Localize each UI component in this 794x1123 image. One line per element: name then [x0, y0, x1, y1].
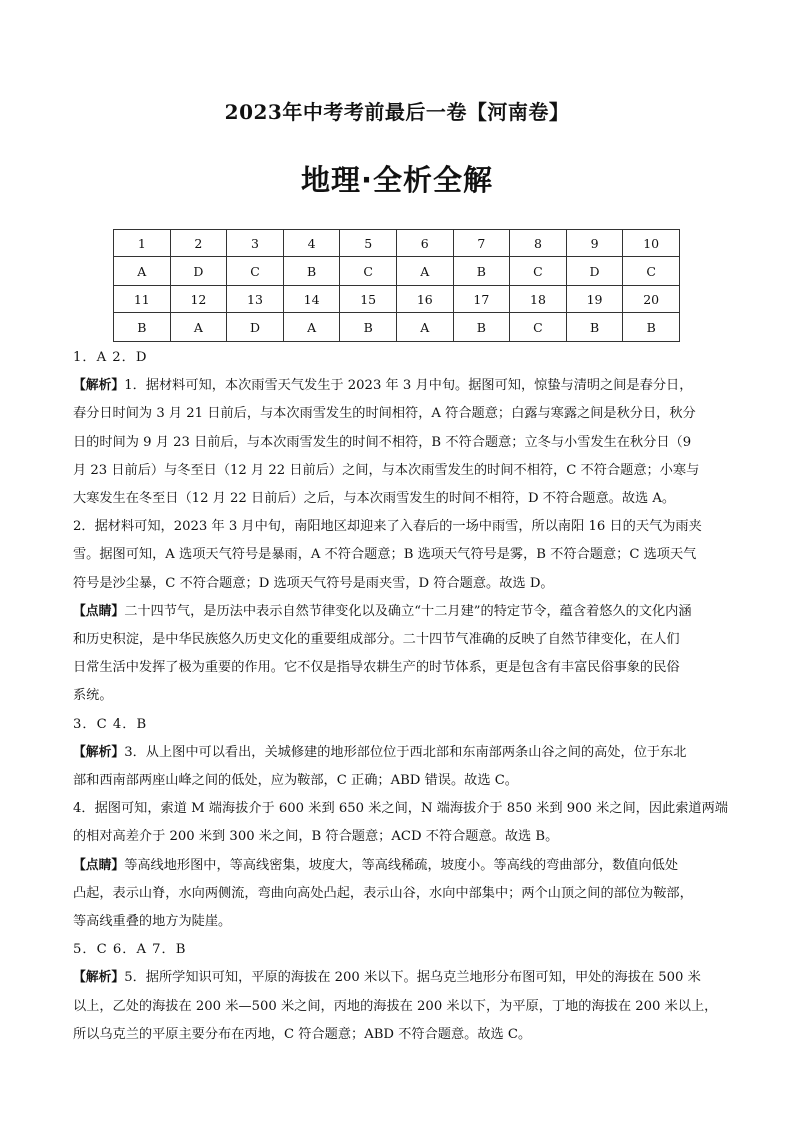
table-cell: A [170, 313, 227, 342]
paragraph-line [73, 372, 733, 400]
paragraph-line: 2．据材料可知，2023 年 3 月中旬，南阳地区却迎来了入春后的一场中雨雪，所以南阳 16 日的天气为雨夹 [73, 519, 702, 535]
table-cell: 20 [623, 286, 680, 313]
paragraph-line: 等高线重叠的地方为陡崖。 [73, 914, 232, 930]
text-line: 5．据所学知识可知，平原的海拔在 200 米以下。据乌克兰地形分布图可知，甲处的海拔在 500 米 [124, 970, 701, 986]
table-cell: 15 [340, 286, 397, 313]
table-cell: 5 [340, 230, 397, 257]
analysis-tag: 【解析】 [73, 970, 125, 986]
answer-table [113, 229, 680, 342]
table-cell: B [453, 313, 510, 342]
table-cell: B [114, 313, 171, 342]
text-line: 3．从上图中可以看出，关城修建的地形部位位于西北部和东南部两条山谷之间的高处，位于东北 [124, 744, 687, 760]
paragraph-line: 的相对高差介于 200 米到 300 米之间，B 符合题意；ACD 不符合题意。故选 B。 [73, 829, 559, 845]
tip-tag: 【点睛】 [73, 857, 125, 873]
table-cell: 6 [396, 230, 453, 257]
table-cell: A [283, 313, 340, 342]
paragraph-line: 凸起，表示山脊，水向两侧流，弯曲向高处凸起，表示山谷，水向中部集中；两个山顶之间的部位为鞍部， [73, 885, 693, 901]
text-line: 等高线地形图中，等高线密集，坡度大，等高线稀疏，坡度小。等高线的弯曲部分，数值向低处 [124, 857, 679, 873]
paragraph-line: 以上，乙处的海拔在 200 米—500 米之间，丙地的海拔在 200 米以下，为平原，丁地的海拔在 200 米以上， [73, 998, 718, 1014]
table-cell: B [340, 313, 397, 342]
table-cell: 8 [510, 230, 567, 257]
paragraph-line: 和历史积淀，是中华民族悠久历史文化的重要组成部分。二十四节气准确的反映了自然节律变化，在人们 [73, 632, 680, 648]
table-cell: 7 [453, 230, 510, 257]
text-line: 1．据材料可知，本次雨雪天气发生于 2023 年 3 月中旬。据图可知，惊蛰与清明之间是春分日， [124, 378, 693, 394]
text-line: 二十四节气，是历法中表示自然节律变化以及确立“十二月建”的特定节令，蕴含着悠久的文化内涵 [124, 603, 692, 619]
paragraph-line: 系统。 [73, 688, 113, 704]
paragraph-line: 春分日时间为 3 月 21 日前后，与本次雨雪发生的时间相符，A 符合题意；白露与寒露之间是秋分日，秋分 [73, 406, 696, 422]
table-cell: 10 [623, 230, 680, 257]
paragraph-line: 4．据图可知，索道 M 端海拔介于 600 米到 650 米之间，N 端海拔介于 850 米到 900 米之间，因此索道两端 [73, 801, 728, 817]
paragraph-line: 月 23 日前后）与冬至日（12 月 22 日前后）之间，与本次雨雪发生的时间不相符，C 不符合题意；小寒与 [73, 462, 700, 478]
table-cell: 13 [227, 286, 284, 313]
table-cell: C [227, 257, 284, 286]
table-row-answers-1 [114, 257, 680, 286]
paragraph-line [73, 852, 733, 880]
table-cell: C [510, 313, 567, 342]
table-cell: 18 [510, 286, 567, 313]
answer-line-1-2: 1．A 2．D [73, 350, 148, 365]
table-cell: C [623, 257, 680, 286]
answer-line-5-7: 5．C 6．A 7．B [73, 942, 187, 958]
table-cell: 14 [283, 286, 340, 313]
table-cell: 3 [227, 230, 284, 257]
table-cell: 12 [170, 286, 227, 313]
paragraph-line: 日常生活中发挥了极为重要的作用。它不仅是指导农耕生产的时节体系，更是包含有丰富民俗事象的民俗 [73, 660, 680, 676]
tip-tag: 【点睛】 [73, 603, 125, 619]
table-cell: 9 [566, 230, 623, 257]
paragraph-line: 所以乌克兰的平原主要分布在丙地，C 符合题意；ABD 不符合题意。故选 C。 [73, 1026, 532, 1042]
table-cell: 4 [283, 230, 340, 257]
table-row-answers-2 [114, 313, 680, 342]
paragraph-line: 雪。据图可知，A 选项天气符号是暴雨，A 不符合题意；B 选项天气符号是雾，B 不符合题意；C 选项天气 [73, 547, 697, 563]
table-cell: 2 [170, 230, 227, 257]
paragraph-line [73, 598, 733, 626]
exam-title: 2023年中考考前最后一卷【河南卷】 [224, 100, 570, 124]
table-cell: B [453, 257, 510, 286]
table-cell: D [227, 313, 284, 342]
explanation-body [73, 344, 733, 1049]
table-cell: A [396, 257, 453, 286]
table-cell: 11 [114, 286, 171, 313]
table-cell: A [114, 257, 171, 286]
paragraph-line: 部和西南部两座山峰之间的低处，应为鞍部，C 正确；ABD 错误。故选 C。 [73, 773, 518, 789]
page-subtitle: 地理·全析全解 [300, 163, 494, 197]
paragraph-line: 大寒发生在冬至日（12 月 22 日前后）之后，与本次雨雪发生的时间不相符，D 不符合题意。故选 A。 [73, 491, 676, 507]
table-cell: 19 [566, 286, 623, 313]
analysis-tag: 【解析】 [73, 378, 125, 394]
paragraph-line [73, 964, 733, 992]
table-row-question-numbers-2 [114, 286, 680, 313]
table-cell: B [566, 313, 623, 342]
table-cell: B [283, 257, 340, 286]
table-row-question-numbers-1 [114, 230, 680, 257]
table-cell: 17 [453, 286, 510, 313]
table-cell: B [623, 313, 680, 342]
table-cell: A [396, 313, 453, 342]
paragraph-line: 日的时间为 9 月 23 日前后，与本次雨雪发生的时间不相符，B 不符合题意；立冬与小雪发生在秋分日（9 [73, 434, 692, 450]
table-cell: D [566, 257, 623, 286]
table-cell: D [170, 257, 227, 286]
analysis-tag: 【解析】 [73, 744, 125, 760]
paragraph-line [73, 739, 733, 767]
table-cell: C [340, 257, 397, 286]
answer-line-3-4: 3．C 4．B [73, 716, 148, 732]
table-cell: 16 [396, 286, 453, 313]
table-cell: C [510, 257, 567, 286]
table-cell: 1 [114, 230, 171, 257]
paragraph-line: 符号是沙尘暴，C 不符合题意；D 选项天气符号是雨夹雪，D 符合题意。故选 D。 [73, 575, 554, 591]
